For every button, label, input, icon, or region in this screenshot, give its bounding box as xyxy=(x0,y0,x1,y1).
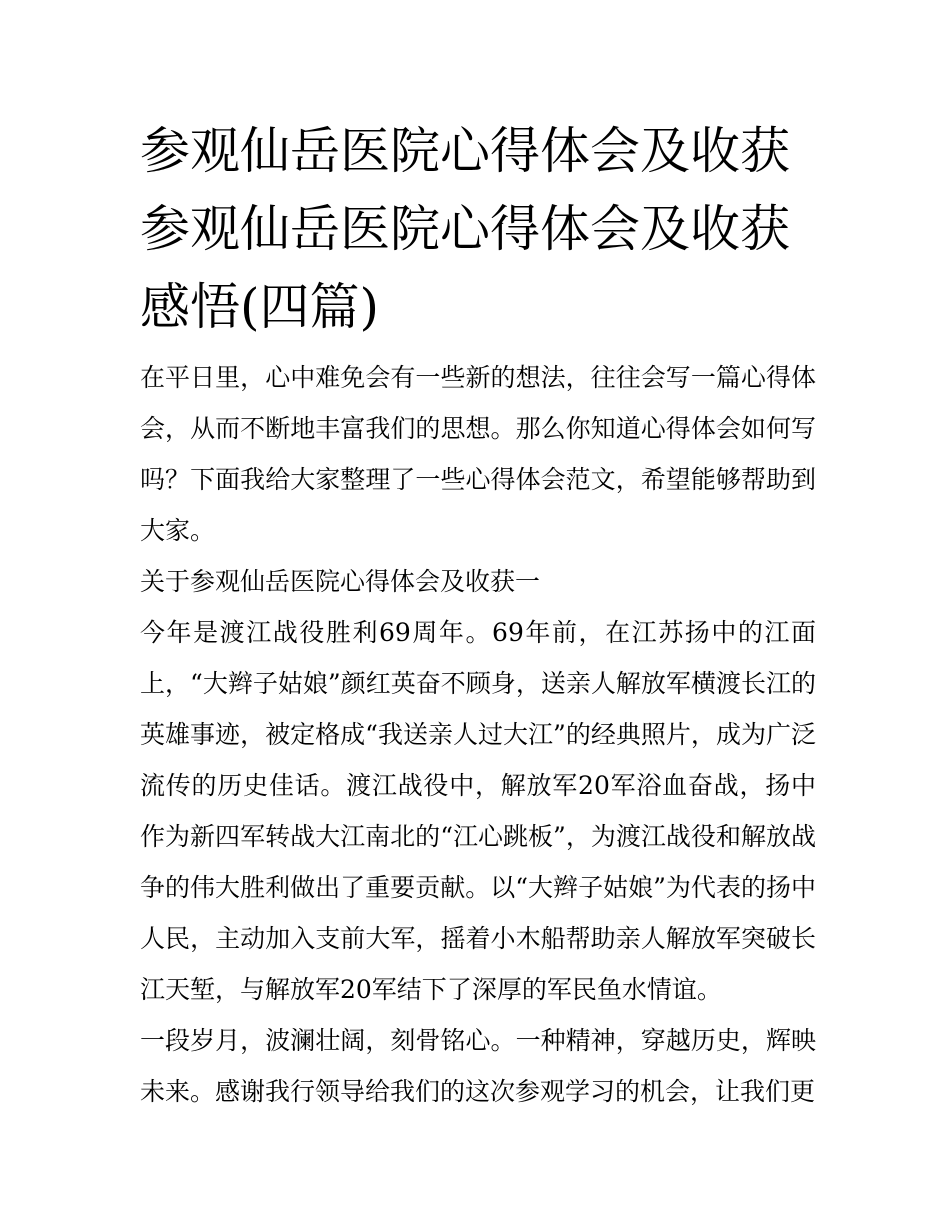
section-heading: 关于参观仙岳医院心得体会及收获一 xyxy=(140,567,541,596)
intro-paragraph: 在平日里，心中难免会有一些新的想法，往往会写一篇心得体会，从而不断地丰富我们的思想。那么你知道心得体会如何写吗？下面我给大家整理了一些心得体会范文，希望能够帮助到大家。 xyxy=(140,363,816,545)
body-paragraph-2: 一段岁月，波澜壮阔，刻骨铭心。一种精神，穿越历史，辉映未来。感谢我行领导给我们的这次参观学习的机会，让我们更 xyxy=(140,1026,816,1106)
document-title: 参观仙岳医院心得体会及收获参观仙岳医院心得体会及收获感悟(四篇) xyxy=(140,122,790,336)
body-paragraph-1: 今年是渡江战役胜利69周年。69年前，在江苏扬中的江面上，“大辫子姑娘”颜红英奋不顾身，送亲人解放军横渡长江的英雄事迹，被定格成“我送亲人过大江”的经典照片，成为广泛流传的历史佳话。渡江战役中，解放军20军浴血奋战，扬中作为新四军转战大江南北的“江心跳板”，为渡江战役和解放战争的伟大胜利做出了重要贡献。以“大辫子姑娘”为代表的扬中人民，主动加入支前大军，摇着小木船帮助亲人解放军突破长江天堑，与解放军20军结下了深厚的军民鱼水情谊。 xyxy=(140,618,816,1004)
document-body xyxy=(140,112,816,1117)
